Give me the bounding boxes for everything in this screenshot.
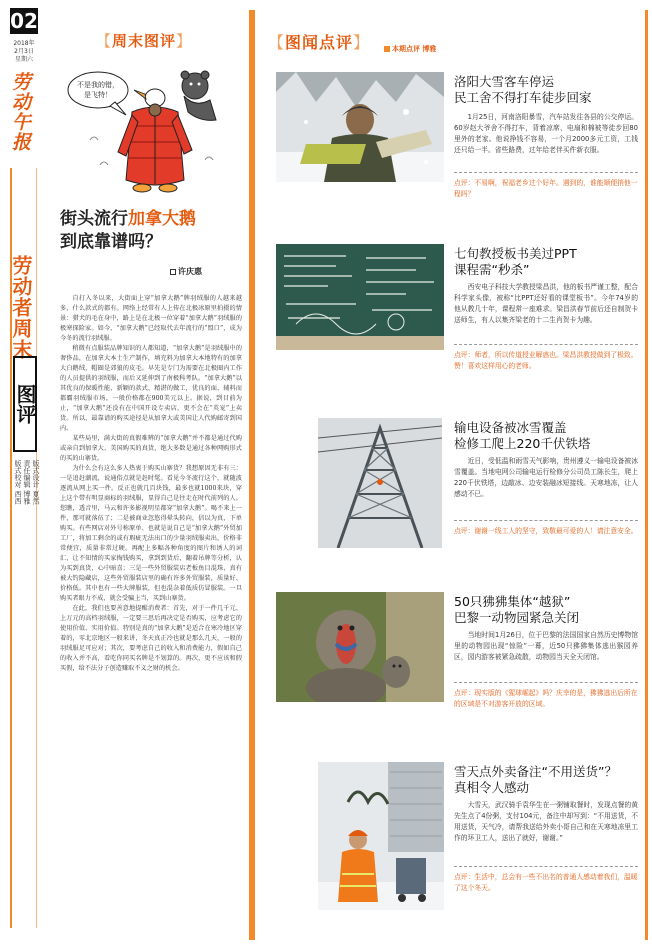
story-title-line: 巴黎一动物园紧急关闭 bbox=[454, 610, 580, 625]
right-edge-bar bbox=[645, 10, 648, 940]
credit-designer: 版式设计 夏然 bbox=[32, 460, 40, 505]
right-section-header-text: 图闻点评 bbox=[285, 33, 354, 52]
cartoon-goose-coat-icon bbox=[60, 60, 230, 200]
rail-divider-line-thin bbox=[36, 168, 37, 928]
story-title-4 bbox=[454, 594, 638, 626]
story-photo-2 bbox=[276, 244, 444, 350]
date-day: 2月3日 bbox=[14, 48, 34, 55]
story-body-text: 大雪天，武汉骑手袁华生在一粥铺取餐时，发现点餐的黄先生点了4份粥，支付104元，备注中却写到：“不用送货，不用送货，天气冷，请帮我送给外卖小哥自己和在天寒地冻里工作的环卫工人，送出了就好，谢谢。” bbox=[454, 801, 638, 842]
page-number: 02 bbox=[10, 9, 38, 33]
story-separator bbox=[454, 682, 638, 683]
story-body-text: 1月25日，河南洛阳暴雪，汽车站发往各县的公交停运。60岁赵大爷舍不得打车，背着凉席、电扇和棉被等徒步回80里外的老家。他说挣钱不容易，一个月2000多元工资，工钱还只给一半。省些路费，过年给老伴买件新衣服。 bbox=[454, 113, 638, 154]
article-paragraph: 某些局里，满大街的真假难辨的“加拿大鹅”并不都是通过代购或亲自到加拿大、美国购买的真货，绝大多数是通过各种网购形式的买的山寨货。 bbox=[60, 435, 242, 462]
story-title-line: 检修工爬上220千伏铁塔 bbox=[454, 436, 591, 451]
right-section-header: 【图闻点评】 bbox=[268, 33, 371, 52]
story-comment-2: 点评：师者，所以传道授业解惑也。梁昌洪教授做到了极致。赞！喜欢这样用心的老师。 bbox=[454, 351, 638, 370]
credit-editor: 责任编辑 博雅 bbox=[23, 460, 31, 505]
svg-text:不是我的错，: 不是我的错， bbox=[77, 81, 119, 89]
story-body-5 bbox=[454, 800, 638, 844]
article-paragraph: 为什么会有这么多人热衷于购买山寨货？我想原因无非有三：一是追赶潮流，说通俗点就是赶时髦。看见今冬流行这个，就随波逐流从网上买一件。反正也就几百块钱，最多也就1000来块，穿上这个带有明显商标的羽绒服，显得自己是往走在时代前列的人。您瞧，透音里，马云和许多影视明星都穿“加拿大鹅”。喝不来上一件，那可就落伍了；二是被商业忽悠得晕头转向，信以为真，下单购买。有些网店对外号称原单、也就是说自己是“加拿大鹅”外贸加工厂，将加工剩余的或有瑕疵无法出口的少量羽绒服卖出，价格非常便宜，质量非常过硬。再配上多幅各种角度的图片和诱人的词汇，让不知情的买家掏钱购买，拿到到货后，翻着吊牌等分析，认为买到真货，心中暗喜；三是一些外贸服装店老板鱼目混珠，真有被大钓隐藏店，这些外贸服装店里的确有许多外贸服装，质量好、价格低。其中也有一些大牌服装，但也混杂着低质仿冒服装。一旦购买者眼力不成，就会受骗上当，买到山寨货。 bbox=[60, 465, 242, 602]
article-paragraph: 在此，我们也要善意地提醒消费者：首先，对于一件几千元、上万元的高档羽绒服，一定要三思后再决定是否购买，应考虑它的使用价值、实用价值。特别是真的“加拿大鹅”是适合在寒冷地区穿着的，零北京地区一般来讲，冬天真正冷也就是那么几天，一般的羽绒服足可应对；其次，要考虑自己的收入和消费能力，假如自己的收入并不高，看吃你同买名牌是不划算的。再次，更不应该和假买假，给不法分子创造赚取不义之财的机会。 bbox=[60, 605, 242, 672]
article-headline bbox=[60, 208, 240, 254]
article-paragraph: 稍微有点服装品牌知识的人都知道，“加拿大鹅”是羽绒服中的奢侈品，在加拿大本土生产制作，填充料为加拿大本地特有的加拿大白鹅绒，帽圈是郊狼的皮毛。早先是专门为需要在北极圈内工作的人员提供的羽绒服，而后又延伸到了南极科考队。“加拿大鹅”以其优良的保暖性能、新颖的款式、精湛的做工，优良的面、辅料而都霸羽绒服市场，一般价格都在900美元以上。据说，到目前为止，“加拿大鹅”还没有在中国开设专卖店，更不会在“英宠”上卖货。所以，最靠谱的购买途径是从加拿大或美国让人代购邮寄到国内。 bbox=[60, 345, 242, 432]
square-bullet-icon bbox=[384, 46, 390, 52]
story-photo-1 bbox=[276, 72, 444, 182]
date-year: 2018年 bbox=[13, 40, 35, 47]
story-title-line: 课程需“秒杀” bbox=[454, 262, 530, 277]
headline-suffix: 到底靠谱吗？ bbox=[60, 232, 162, 252]
story-separator bbox=[454, 866, 638, 867]
cartoon-illustration bbox=[60, 60, 230, 200]
story-title-2 bbox=[454, 246, 638, 278]
left-rail bbox=[0, 0, 42, 952]
story-title-1 bbox=[454, 74, 638, 106]
story-photo-4 bbox=[276, 592, 444, 702]
story-title-line: 七旬教授板书美过PPT bbox=[454, 246, 577, 261]
story-comment-3: 点评：谢谢一线工人的坚守，致敬最可爱的人！请注意安全。 bbox=[454, 527, 638, 535]
story-title-line: 雪天点外卖备注“不用送货”？ bbox=[454, 764, 617, 779]
sub-header-text: 本期点评 博雅 bbox=[392, 45, 437, 53]
story-comment-4: 点评：现实版的《猩球崛起》吗？庆幸的是，狒狒逃出后所在的区域是不对游客开放的区域。 bbox=[454, 689, 638, 708]
headline-highlight: 加拿大鹅 bbox=[128, 209, 196, 229]
story-title-line: 真相令人感动 bbox=[454, 780, 530, 795]
sanitation-worker-photo-icon bbox=[318, 762, 444, 910]
story-body-text: 近日，受低温和雨雪天气影响，贵州遵义一输电设备被冰雪覆盖。当地电网公司输电运行检修分公司员工陈长生，爬上220千伏铁塔，边敲冰、边安装融冰短接线。天寒地冻，让人感动不已。 bbox=[454, 457, 638, 498]
blackboard-photo-icon bbox=[276, 244, 444, 350]
editor-sub-header bbox=[384, 44, 436, 54]
column-divider bbox=[249, 10, 255, 940]
story-comment-5: 点评：生活中，总会有一些不出名的普通人感动着我们，温暖了这个冬天。 bbox=[454, 873, 638, 892]
baboon-photo-icon bbox=[276, 592, 444, 702]
article-author bbox=[170, 266, 202, 277]
section-name: 劳动者周末 bbox=[9, 255, 33, 360]
story-body-text: 当地时间1月26日，位于巴黎的法国国家自然历史博物馆里的动物园出现“惊险”一幕，近50只狒狒集体逃出猴园养区，园内游客被紧急疏散，动物园当天全天闭馆。 bbox=[454, 631, 638, 661]
story-title-line: 洛阳大雪客车停运 bbox=[454, 74, 555, 89]
story-photo-5 bbox=[318, 762, 444, 910]
left-section-header-text: 周末图评 bbox=[112, 32, 177, 50]
headline-prefix: 街头流行 bbox=[60, 209, 128, 229]
story-body-3 bbox=[454, 456, 638, 500]
editorial-credits bbox=[14, 460, 40, 504]
story-body-text: 西安电子科技大学教授梁昌洪，他的板书严谨工整，配合科学家头像，被称“比PPT还好看的课堂板书”。今年74岁的他从教几十年，课程常一座难求。梁昌洪春节前后还自制贺卡送师生，有人以集齐梁老的十二生肖贺卡为趣。 bbox=[454, 283, 638, 324]
story-body-4 bbox=[454, 630, 638, 663]
story-title-5 bbox=[454, 764, 638, 796]
section-box-label: 图评 bbox=[13, 356, 37, 452]
story-separator bbox=[454, 172, 638, 173]
date-weekday: 星期六 bbox=[14, 56, 33, 63]
credit-proofreader: 版式校对 西西 bbox=[14, 460, 22, 505]
electric-tower-photo-icon bbox=[318, 418, 442, 548]
story-photo-3 bbox=[318, 418, 442, 548]
story-title-line: 50只狒狒集体“越狱” bbox=[454, 594, 571, 609]
svg-text:是飞特！: 是飞特！ bbox=[84, 91, 112, 99]
story-body-2 bbox=[454, 282, 638, 326]
author-name: 许庆惠 bbox=[178, 267, 202, 276]
article-paragraph: 自打入冬以来，大街面上穿“加拿大鹅”牌羽绒服的人越来越多，什么款式的都有。网络上经常有人上传在北极冰原里拍摄的情景：猎犬的毛在身中，路上是在北极一位穿着“加拿大鹅”羽绒服的极寒探险家。如今，“加拿大鹅”已经取代去年流行的“盟口”，成为今冬的流行羽绒服。 bbox=[60, 295, 242, 342]
left-section-header: 【周末图评】 bbox=[96, 32, 193, 50]
story-body-1 bbox=[454, 112, 638, 156]
article-body bbox=[60, 294, 242, 934]
story-separator bbox=[454, 344, 638, 345]
snow-traveler-photo-icon bbox=[276, 72, 444, 182]
story-comment-1: 点评：不易啊，祝福老乡过个好年。遇到的，谁能顺便捎他一程吗？ bbox=[454, 179, 638, 198]
newspaper-masthead: 劳动午报 bbox=[9, 72, 31, 152]
story-title-line: 民工舍不得打车徒步回家 bbox=[454, 90, 592, 105]
story-title-line: 输电设备被冰雪覆盖 bbox=[454, 420, 567, 435]
story-title-3 bbox=[454, 420, 638, 452]
story-separator bbox=[454, 520, 638, 521]
author-box-icon bbox=[170, 269, 176, 275]
